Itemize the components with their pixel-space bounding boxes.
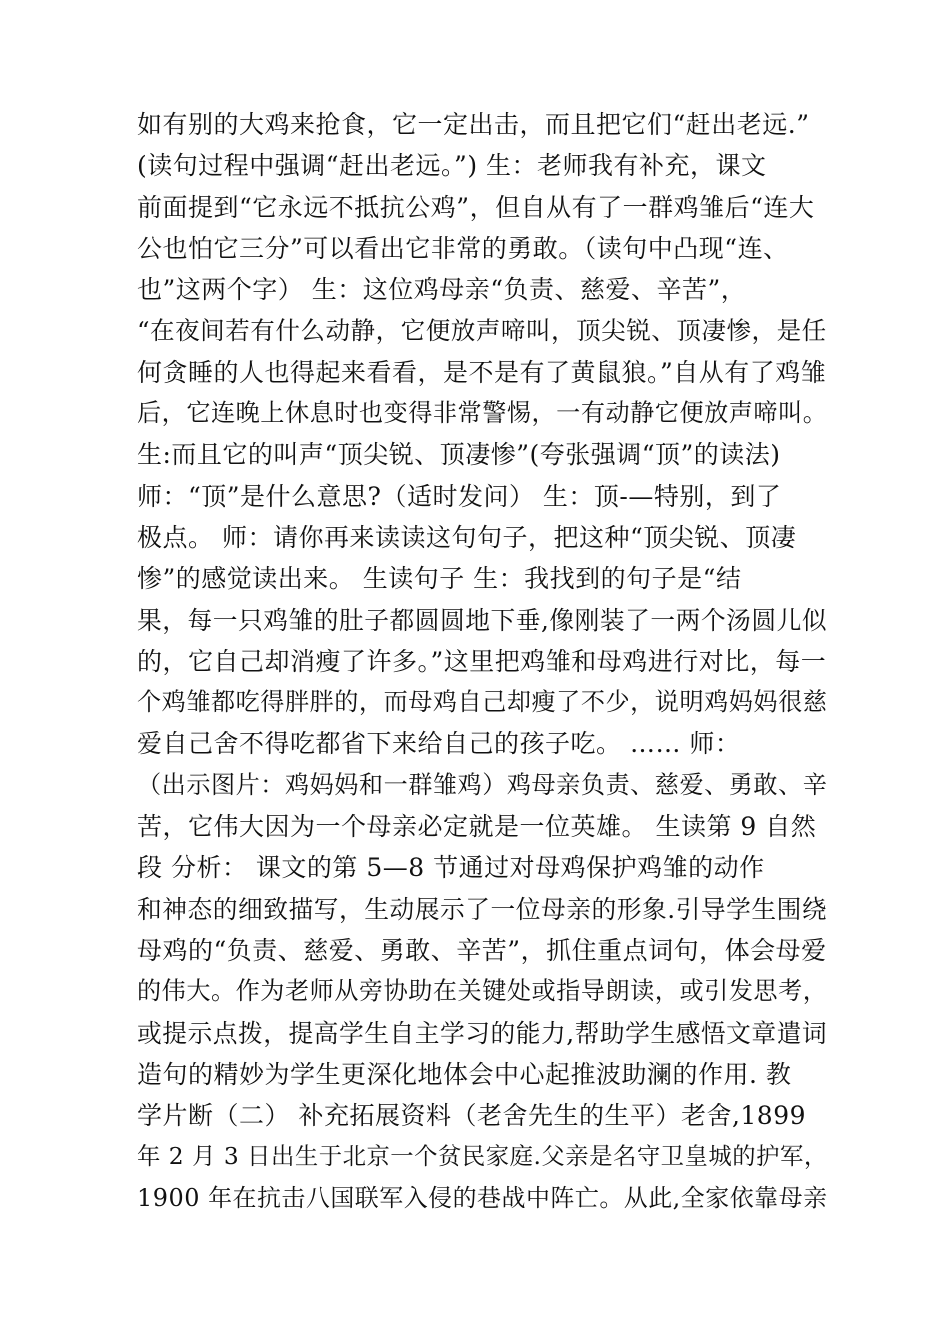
text-line: 造句的精妙为学生更深化地体会中心起推波助澜的作用. 教 bbox=[137, 1059, 792, 1089]
text-line: 惨”的感觉读出来。 生读句子 生：我找到的句子是“结 bbox=[137, 564, 742, 594]
text-line: 段 分析： 课文的第 5—8 节通过对母鸡保护鸡雏的动作 bbox=[137, 853, 765, 883]
text-line: 母鸡的“负责、慈爱、勇敢、辛苦”，抓住重点词句，体会母爱 bbox=[137, 935, 827, 965]
text-line: 果，每一只鸡雏的肚子都圆圆地下垂,像刚装了一两个汤圆儿似 bbox=[137, 605, 828, 635]
text-line: 的伟大。作为老师从旁协助在关键处或指导朗读，或引发思考， bbox=[137, 977, 828, 1006]
text-line: 如有别的大鸡来抢食，它一定出击，而且把它们“赶出老远.” bbox=[137, 110, 810, 139]
text-line: 后，它连晚上休息时也变得非常警惕，一有动静它便放声啼叫。 bbox=[137, 399, 828, 428]
text-line: 师：“顶”是什么意思?（适时发问） 生：顶-—特别，到了 bbox=[137, 481, 782, 511]
text-line: 学片断（二） 补充拓展资料（老舍先生的生平）老舍,1899 bbox=[137, 1101, 807, 1131]
text-line: 1900 年在抗击八国联军入侵的巷战中阵亡。从此,全家依靠母亲 bbox=[137, 1183, 828, 1212]
text-line: 和神态的细致描写，生动展示了一位母亲的形象.引导学生围绕 bbox=[137, 894, 828, 924]
text-line: 或提示点拨，提高学生自主学习的能力,帮助学生感悟文章遣词 bbox=[137, 1018, 828, 1048]
text-line: 极点。 师：请你再来读读这句句子，把这种“顶尖锐、顶凄 bbox=[137, 522, 797, 552]
body-text bbox=[137, 104, 827, 1219]
text-line: 爱自己舍不得吃都省下来给自己的孩子吃。 …… 师： bbox=[137, 729, 741, 759]
text-line: 的，它自己却消瘦了许多。”这里把鸡雏和母鸡进行对比，每一 bbox=[137, 646, 827, 676]
text-line: “在夜间若有什么动静，它便放声啼叫，顶尖锐、顶凄惨，是任 bbox=[137, 316, 827, 346]
text-line: 前面提到“它永远不抵抗公鸡”，但自从有了一群鸡雏后“连大 bbox=[137, 192, 815, 222]
text-line: 公也怕它三分”可以看出它非常的勇敢。（读句中凸现“连、 bbox=[137, 233, 789, 263]
text-line: (读句过程中强调“赶出老远。”) 生：老师我有补充，课文 bbox=[137, 151, 767, 181]
text-line: 年 2 月 3 日出生于北京一个贫民家庭.父亲是名守卫皇城的护军， bbox=[137, 1142, 828, 1171]
text-line: 也”这两个字） 生：这位鸡母亲“负责、慈爱、辛苦”， bbox=[137, 275, 747, 305]
text-line: 生:而且它的叫声“顶尖锐、顶凄惨”(夸张强调“顶”的读法) bbox=[137, 440, 781, 470]
text-line: 苦，它伟大因为一个母亲必定就是一位英雄。 生读第 9 自然 bbox=[137, 812, 817, 842]
text-line: 何贪睡的人也得起来看看，是不是有了黄鼠狼。”自从有了鸡雏 bbox=[137, 357, 827, 387]
text-line: （出示图片：鸡妈妈和一群雏鸡）鸡母亲负责、慈爱、勇敢、辛 bbox=[137, 770, 828, 799]
text-line: 个鸡雏都吃得胖胖的，而母鸡自己却瘦了不少，说明鸡妈妈很慈 bbox=[137, 688, 828, 717]
